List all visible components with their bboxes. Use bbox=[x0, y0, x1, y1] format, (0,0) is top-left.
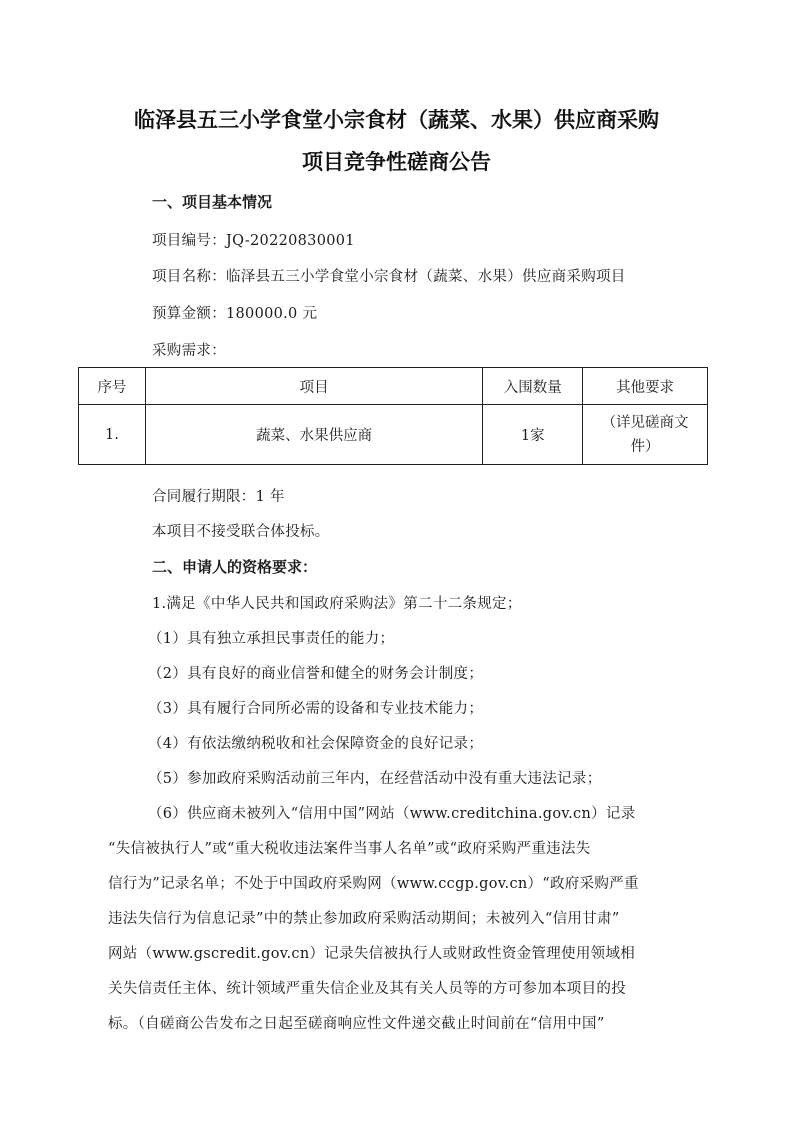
section2-heading: 二、申请人的资格要求： bbox=[152, 558, 318, 576]
budget-amount: 预算金额：180000.0 元 bbox=[152, 306, 318, 322]
para6-line: 网站（www.gscredit.gov.cn）记录失信被执行人或财政性资金管理使用领域相 bbox=[108, 946, 636, 962]
header-qty: 入围数量 bbox=[483, 368, 583, 405]
section1-heading: 一、项目基本情况 bbox=[152, 193, 273, 211]
cell-item: 蔬菜、水果供应商 bbox=[145, 405, 482, 465]
requirements-table bbox=[78, 367, 708, 465]
cell-other-line-2: 件） bbox=[630, 438, 660, 455]
header-item: 项目 bbox=[145, 368, 482, 405]
project-number: 项目编号：JQ-20220830001 bbox=[152, 233, 355, 249]
title-line-2: 项目竞争性磋商公告 bbox=[302, 150, 491, 174]
demand-label: 采购需求： bbox=[152, 343, 226, 359]
para6-line: （6）供应商未被列入“信用中国”网站（www.creditchina.gov.cn）记录 bbox=[148, 806, 636, 822]
header-other: 其他要求 bbox=[583, 368, 708, 405]
para6-line: “失信被执行人”或“重大税收违法案件当事人名单”或“政府采购严重违法失 bbox=[108, 841, 591, 857]
cell-other bbox=[583, 405, 708, 465]
requirement-item: （1）具有独立承担民事责任的能力； bbox=[148, 631, 395, 647]
cell-qty: 1家 bbox=[483, 405, 583, 465]
consortium-note: 本项目不接受联合体投标。 bbox=[152, 524, 330, 540]
cell-other-line-1: （详见磋商文 bbox=[601, 414, 689, 431]
header-no: 序号 bbox=[79, 368, 146, 405]
requirement-item: （3）具有履行合同所必需的设备和专业技术能力； bbox=[148, 701, 484, 717]
requirement-item: （4）有依法缴纳税收和社会保障资金的良好记录； bbox=[148, 736, 484, 752]
requirement-item: 1.满足《中华人民共和国政府采购法》第二十二条规定； bbox=[152, 596, 522, 612]
title-line-1: 临泽县五三小学食堂小宗食材（蔬菜、水果）供应商采购 bbox=[134, 108, 659, 132]
table-header-row bbox=[79, 368, 708, 405]
requirement-item: （5）参加政府采购活动前三年内，在经营活动中没有重大违法记录； bbox=[148, 771, 602, 787]
para6-line: 信行为”记录名单；不处于中国政府采购网（www.ccgp.gov.cn）“政府采购严重 bbox=[108, 876, 639, 892]
project-name: 项目名称：临泽县五三小学食堂小宗食材（蔬菜、水果）供应商采购项目 bbox=[152, 269, 626, 285]
para6-line: 关失信责任主体、统计领域严重失信企业及其有关人员等的方可参加本项目的投 bbox=[108, 981, 626, 997]
requirement-item: （2）具有良好的商业信誉和健全的财务会计制度； bbox=[148, 666, 484, 682]
cell-no: 1. bbox=[79, 405, 146, 465]
para6-line: 违法失信行为信息记录”中的禁止参加政府采购活动期间；未被列入“信用甘肃” bbox=[108, 911, 620, 927]
contract-period: 合同履行期限：1 年 bbox=[152, 489, 285, 505]
para6-line: 标。（自磋商公告发布之日起至磋商响应性文件递交截止时间前在“信用中国” bbox=[108, 1016, 605, 1032]
table-row bbox=[79, 405, 708, 465]
